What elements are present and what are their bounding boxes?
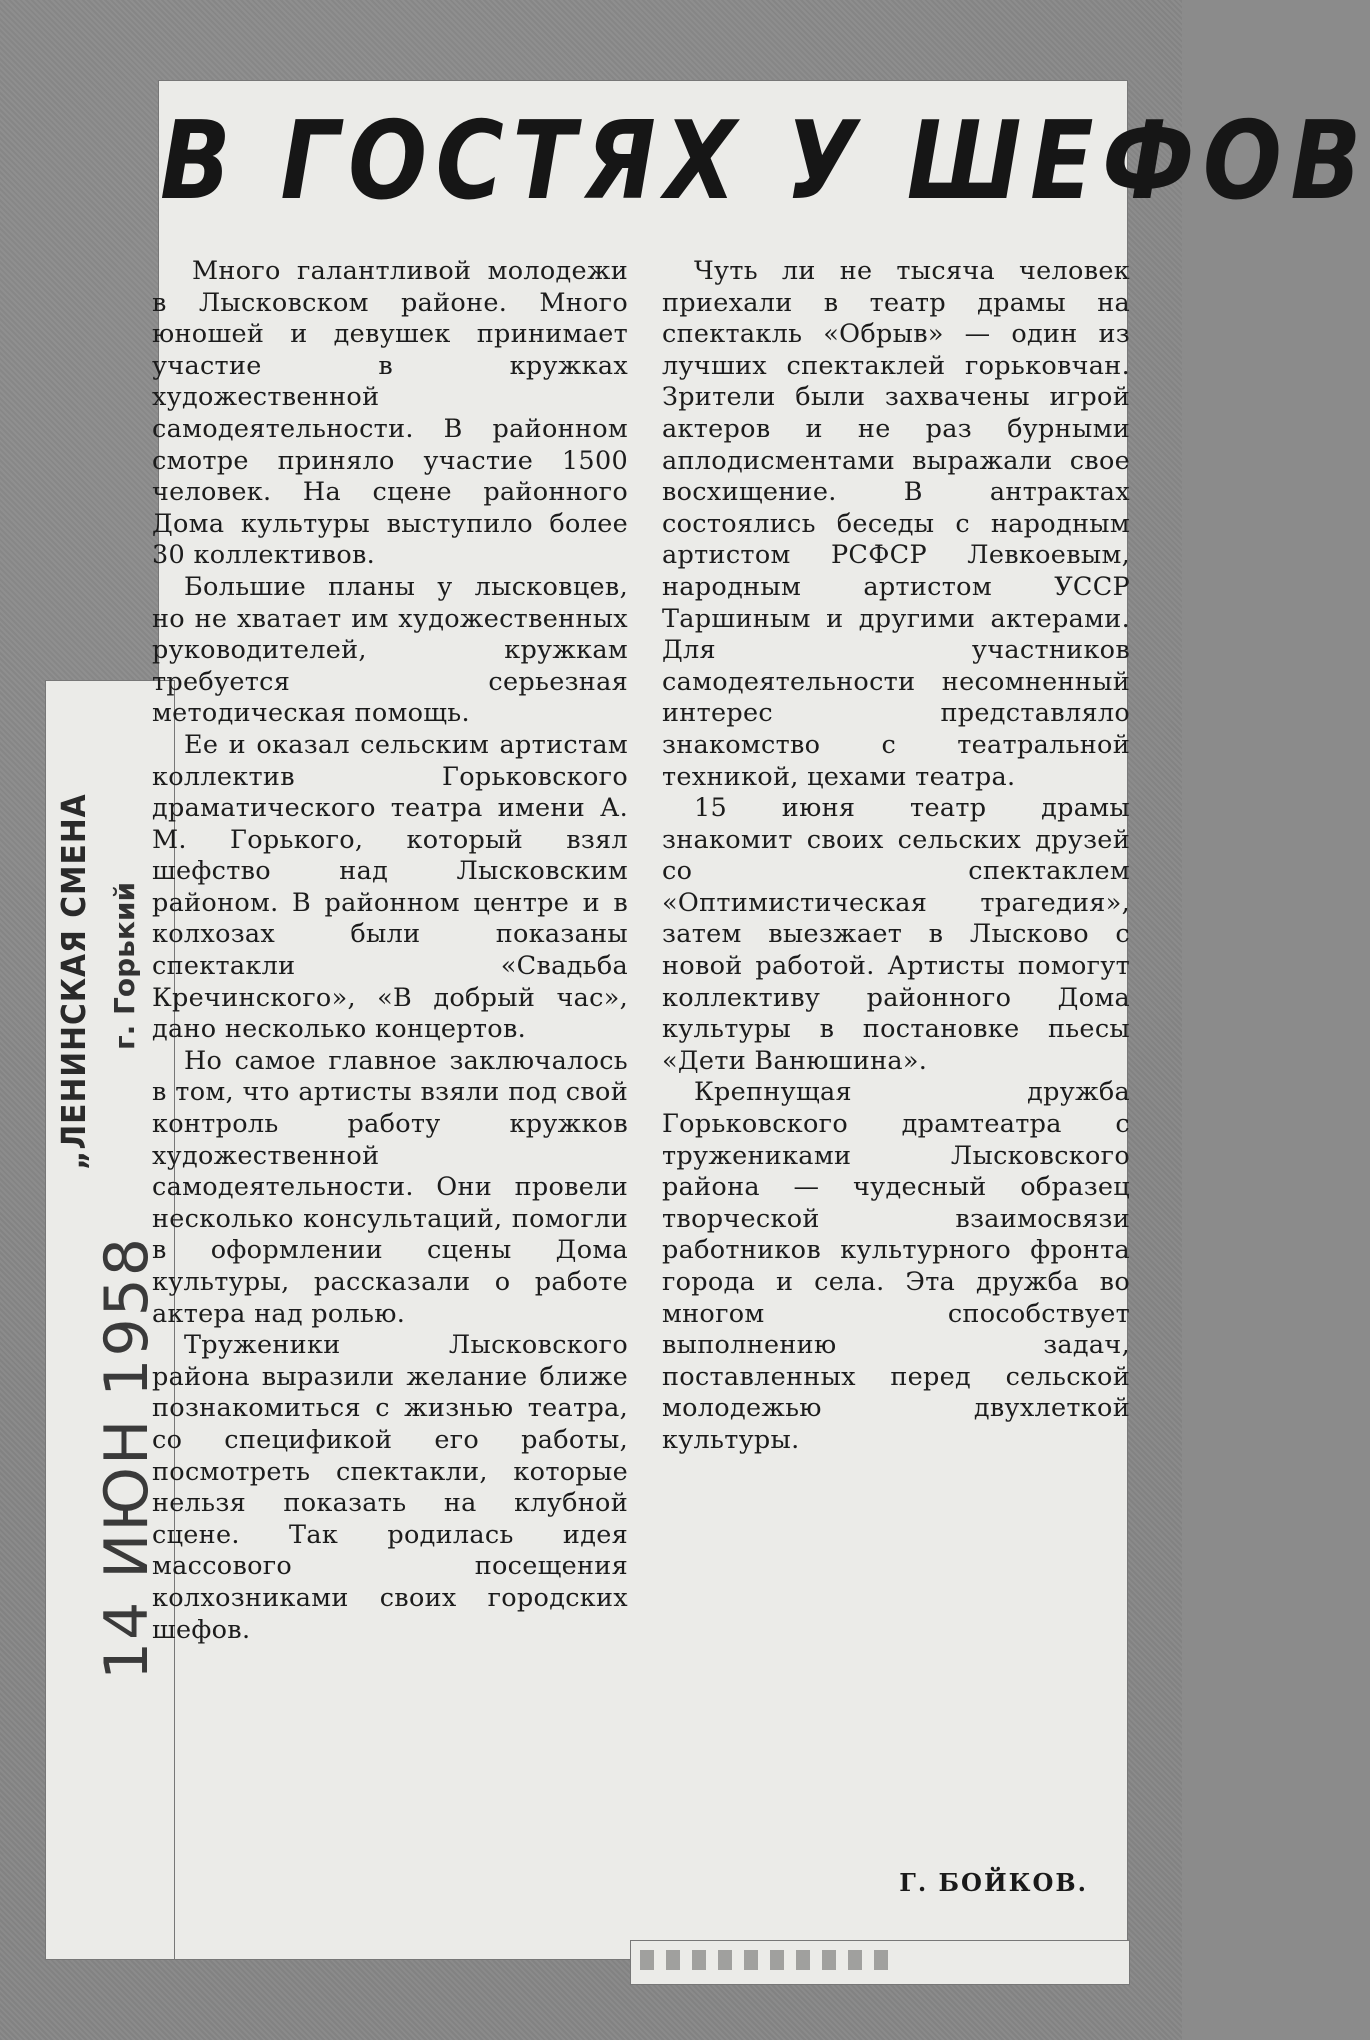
paragraph: Крепнущая дружба Горьковского драмтеатра с тружениками Лысковского района — чудесный образец творческой взаимосвязи работников культурного фронта города и села. Эта дружба во многом способствует выполнению задач, поставленных перед сельской молодежью двухлеткой культуры.	[662, 1077, 1130, 1455]
paragraph: Много галантливой молодежи в Лысковском районе. Много юношей и девушек принимает участие в кружках художественной самодеятельности. В районном смотре приняло участие 1500 человек. На сцене районного Дома культуры выступило более 30 коллективов.	[152, 256, 628, 571]
paragraph: Большие планы у лысковцев, но не хватает им художественных руководителей, кружкам требуется серьезная методическая помощь.	[152, 571, 628, 729]
cut-text-remnant	[640, 1950, 900, 1970]
newspaper-stamp: „ЛЕНИНСКАЯ СМЕНА	[54, 793, 93, 1170]
paragraph: Чуть ли не тысяча человек приехали в театр драмы на спектакль «Обрыв» — один из лучших спектаклей горьковчан. Зрители были захвачены игрой актеров и не раз бурными аплодисментами выражали свое восхищение. В антрактах состоялись беседы с народным артистом РСФСР Левкоевым, народным артистом УССР Таршиным и другими актерами. Для участников самодеятельности несомненный интерес представляло знакомство с театральной техникой, цехами театра.	[662, 256, 1130, 792]
paragraph: Ее и оказал сельским артистам коллектив Горьковского драматического театра имени А. М. Горького, который взял шефство над Лысковским районом. В районном центре и в колхозах были показаны спектакли «Свадьба Кречинского», «В добрый час», дано несколько концертов.	[152, 729, 628, 1045]
paragraph: Но самое главное заключалось в том, что артисты взяли под свой контроль работу кружков художественной самодеятельности. Они провели несколько консультаций, помогли в оформлении сцены Дома культуры, рассказали о работе актера над ролью.	[152, 1045, 628, 1329]
paragraph: 15 июня театр драмы знакомит своих сельских друзей со спектаклем «Оптимистическая трагедия», затем выезжает в Лысково с новой работой. Артисты помогут коллективу районного Дома культуры в постановке пьесы «Дети Ванюшина».	[662, 793, 1130, 1076]
paragraph: Труженики Лысковского района выразили желание ближе познакомиться с жизнью театра, со спецификой его работы, посмотреть спектакли, которые нельзя показать на клубной сцене. Так родилась идея массового посещения колхозниками своих городских шефов.	[152, 1330, 628, 1645]
article-right-column	[662, 256, 1130, 1457]
article-left-column	[152, 256, 628, 1646]
author-signature: Г. БОЙКОВ.	[899, 1868, 1088, 1897]
city-stamp: г. Горький	[108, 881, 141, 1050]
headline: В ГОСТЯХ У ШЕФОВ	[160, 99, 1370, 224]
date-stamp: 14 ИЮН 1958	[92, 1236, 162, 1680]
